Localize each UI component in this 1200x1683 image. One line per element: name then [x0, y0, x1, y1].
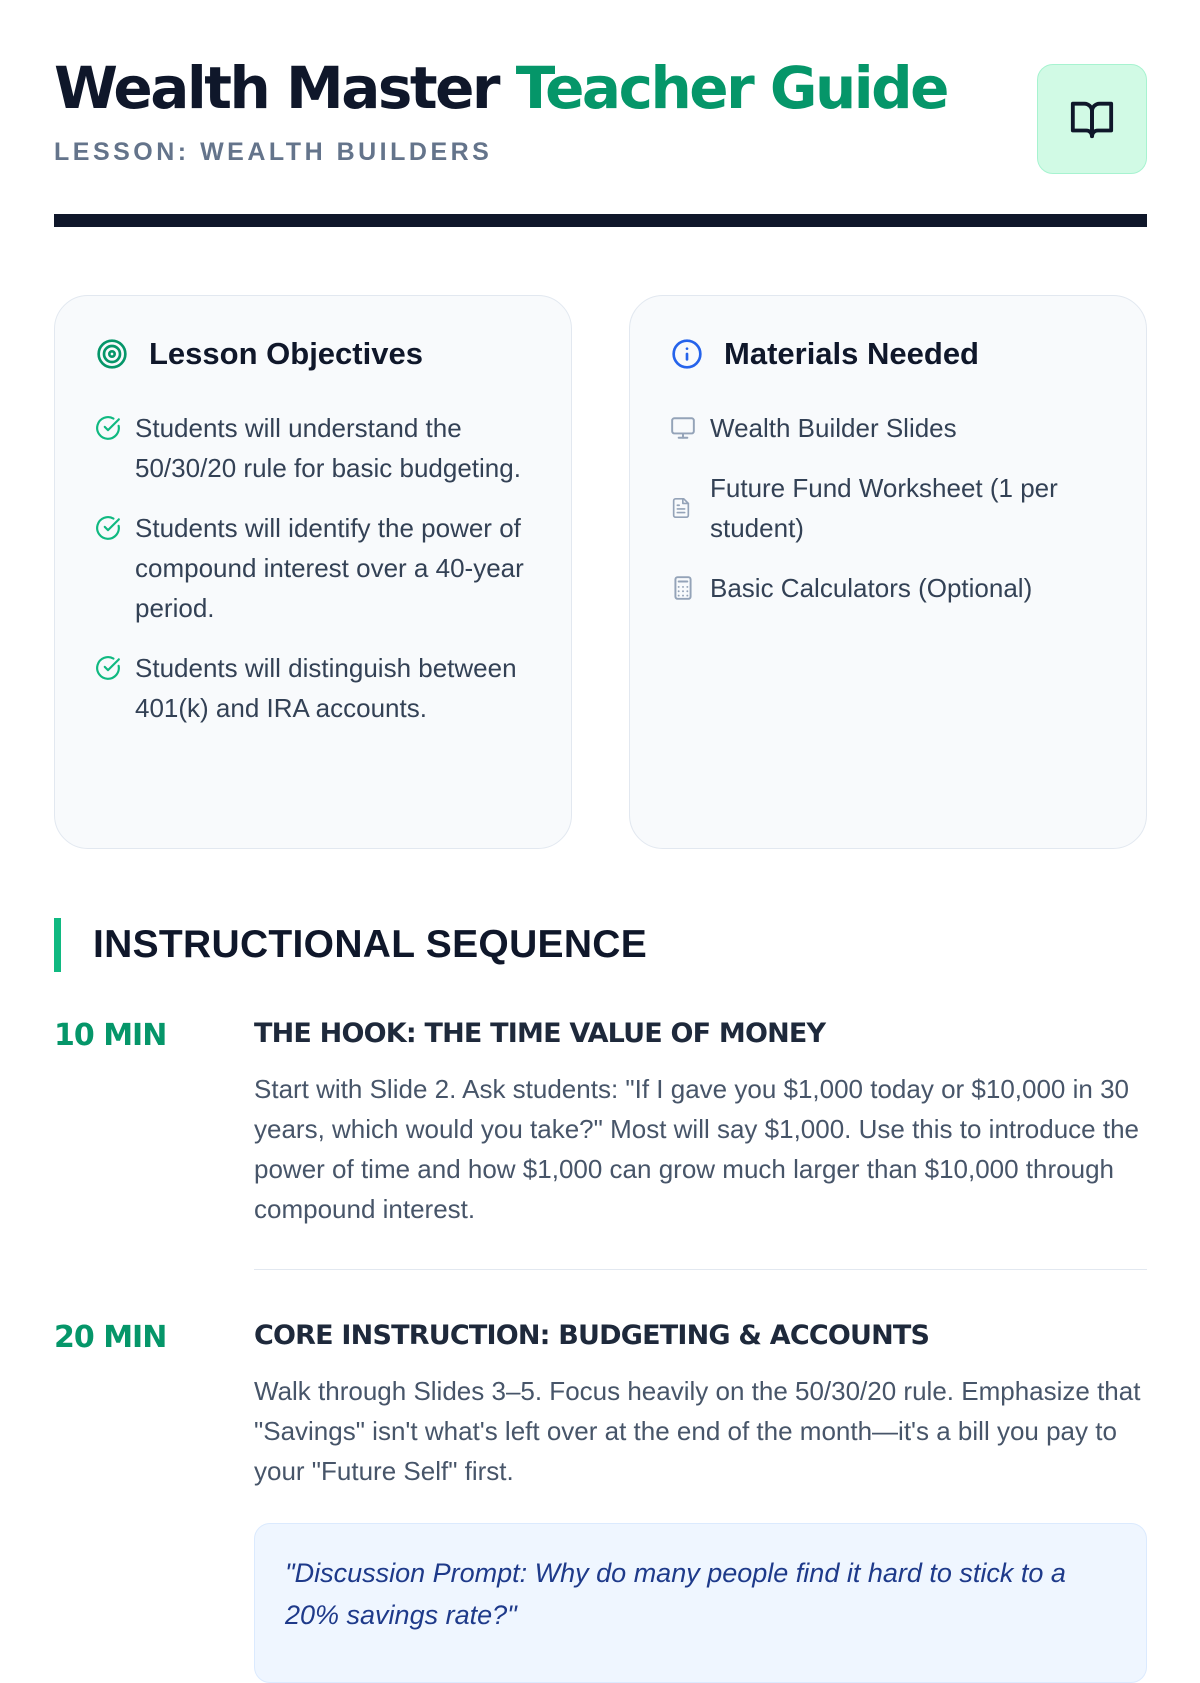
list-item — [670, 568, 1116, 608]
target-icon — [95, 337, 129, 371]
open-book-icon — [1066, 96, 1118, 142]
page-header — [54, 0, 1147, 228]
teacher-guide-page — [54, 0, 1147, 1630]
step-description: Start with Slide 2. Ask students: "If I gave you $1,000 today or $10,000 in 30 years, which would you take?" Most will say $1,000. Use this to introduce the power of time and how $1,000 can grow much larger than $10,000 through compound interest. — [254, 1074, 1140, 1224]
list-item — [95, 508, 541, 628]
objectives-card — [54, 295, 572, 849]
check-circle-icon — [95, 408, 125, 448]
material-text: Basic Calculators (Optional) — [710, 573, 1033, 603]
page-title-accent: Teacher Guide — [515, 54, 948, 122]
material-text: Future Fund Worksheet (1 per student) — [710, 473, 1058, 543]
materials-header — [670, 336, 979, 372]
sequence-title: INSTRUCTIONAL SEQUENCE — [93, 923, 648, 966]
check-circle-icon — [95, 508, 125, 548]
objective-text: Students will identify the power of compound interest over a 40-year period. — [135, 513, 524, 623]
check-circle-icon — [95, 648, 125, 688]
step-duration: 20 MIN — [54, 1320, 167, 1355]
calculator-icon — [670, 568, 700, 608]
materials-list — [670, 408, 1116, 628]
list-item — [95, 408, 541, 488]
objectives-title: Lesson Objectives — [149, 336, 423, 371]
discussion-prompt: "Discussion Prompt: Why do many people find it hard to stick to a 20% savings rate?" — [254, 1523, 1147, 1683]
lesson-subtitle: LESSON: WEALTH BUILDERS — [54, 138, 493, 166]
objectives-header — [95, 336, 423, 372]
step-content — [254, 1018, 1147, 1270]
overview-cards — [54, 295, 1147, 851]
list-item — [95, 648, 541, 728]
material-text: Wealth Builder Slides — [710, 413, 957, 443]
objectives-list — [95, 408, 541, 748]
book-badge — [1037, 64, 1147, 174]
sequence-heading — [54, 918, 647, 972]
objective-text: Students will distinguish between 401(k) and IRA accounts. — [135, 653, 517, 723]
step-divider — [254, 1269, 1147, 1270]
step-title: THE HOOK: THE TIME VALUE OF MONEY — [254, 1018, 826, 1049]
materials-card — [629, 295, 1147, 849]
step-content — [254, 1320, 1147, 1683]
step-title: CORE INSTRUCTION: BUDGETING & ACCOUNTS — [254, 1320, 930, 1351]
objective-text: Students will understand the 50/30/20 rule for basic budgeting. — [135, 413, 521, 483]
list-item — [670, 468, 1116, 548]
step-description: Walk through Slides 3–5. Focus heavily on the 50/30/20 rule. Emphasize that "Savings" isn't what's left over at the end of the month—it's a bill you pay to your "Future Self" first. — [254, 1376, 1141, 1486]
materials-title: Materials Needed — [724, 336, 979, 371]
list-item — [670, 408, 1116, 448]
section-accent-bar — [54, 918, 61, 972]
header-divider — [54, 214, 1147, 227]
info-icon — [670, 337, 704, 371]
step-duration: 10 MIN — [54, 1018, 167, 1053]
page-title-main: Wealth Master — [54, 54, 499, 122]
document-icon — [670, 488, 700, 528]
page-title — [54, 52, 947, 124]
monitor-icon — [670, 408, 700, 448]
